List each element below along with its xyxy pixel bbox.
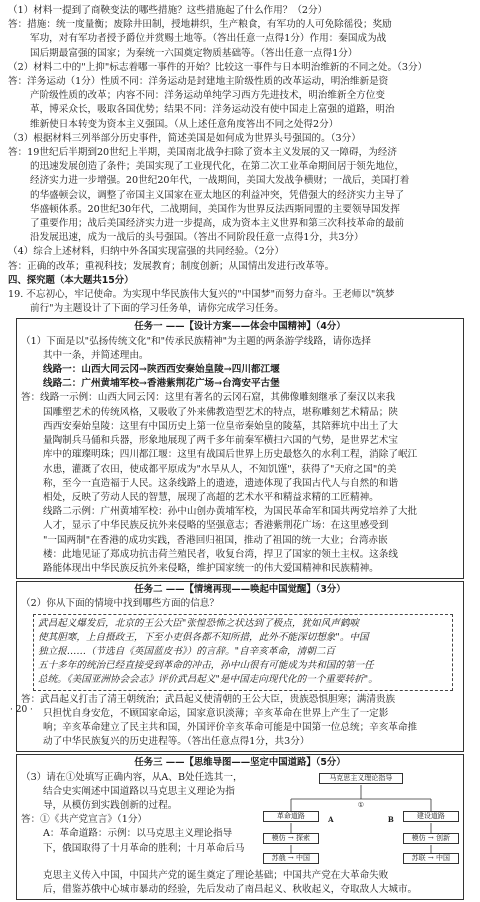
route-one: 线路一：山西大同云冈→陕西西安秦始皇陵→四川都江堰: [43, 364, 280, 376]
answer-line: 经济实力进一步增强。20世纪20年代，一战期间，美国大发战争横财；一战后，美国打着: [30, 175, 410, 187]
answer-line: 库中的璀璨明珠；四川都江堰：这里有战国后世界上历史最悠久的水利工程，消除了岷江: [43, 449, 418, 461]
answer-line: 下，俄国取得了十月革命的胜利；十月革命后马: [43, 842, 245, 854]
answer-page: [8, 4, 474, 902]
task-line: （1）下面是以"弘扬传统文化"和"传承民族精神"为主题的两条游学线路，请你选择: [21, 335, 371, 347]
answer-line: 答：洋务运动（1分）性质不同：洋务运动是封建地主阶级性质的改革运动，明治维新是资: [8, 76, 389, 88]
answer-line: 国雕塑艺术的传统风格，又吸收了外来佛教造型艺术的特点，堪称雕刻艺术精品；陕: [43, 406, 398, 418]
mind-map-box: 苏俄 → 中国: [263, 853, 319, 864]
task-three-body: [21, 771, 459, 869]
mind-map-label-a: A: [325, 815, 337, 824]
answer-line: 路能体现出中华民族反抗外来侵略，维护国家统一的伟大爱国精神和民族精神。: [43, 562, 379, 574]
answer-line: 水患，灌溉了农田，使成都平原成为"水旱从人，不知饥馑"，获得了"天府之国"的美: [43, 463, 397, 475]
mind-map-branch-b: 建设道路: [403, 811, 459, 822]
source-quote: [33, 614, 453, 691]
answer-line: 了重要作用；战后美国经济实力进一步提高，成为资本主义世界和第三次科技革命的最前: [30, 218, 405, 230]
section-title: 四、探究题（本大题共15分）: [8, 274, 134, 286]
answers-top: [8, 4, 474, 274]
quote-line: 武昌起义爆发后，北京的王公大臣"张惶恐怖之状达到了极点，犹如风声鹤唳: [38, 617, 360, 629]
answer-line: 沿发展迅速，成为一战后的头号强国。（答出不同阶段任意一点得1分，共3分）: [30, 232, 364, 244]
task-three-box: [16, 754, 464, 900]
answer-line: 答：19世纪后半期到20世纪上半期，美国南北战争扫除了资本主义发展的又一障碍，为经济: [8, 147, 397, 159]
page-number: · 20 ·: [10, 705, 33, 715]
answer-line: 革，博采众长，吸取各国优势；结果不同：洋务运动没有使中国走上富强的道路，明治: [30, 104, 395, 116]
task-two-box: [16, 581, 464, 752]
mind-map-box: 模仿 → 探索: [263, 833, 319, 844]
quote-line: 总统。《美国亚洲协会会志》评价武昌起义"是中国走向现代化的一个重要转折"。: [38, 674, 378, 686]
answer-line: 答：线路一示例：山西大同云冈：这里有著名的云冈石窟，其佛像雕刻继承了秦汉以来我: [21, 392, 396, 404]
mind-map-blank-one: ①: [353, 801, 369, 810]
answer-line: 称，至今一直造福于人民。这条线路上的遗迹，遗迹体现了我国古代人与自然的和谐: [43, 477, 398, 489]
task-line: （2）你从下面的情境中找到哪些方面的信息？: [21, 598, 219, 610]
task-three-text: [21, 771, 255, 869]
answer-line: 答：措施：统一度量衡；废除井田制，授地耕织，生产粮食，有军功的人可免除徭役；奖励: [8, 19, 392, 31]
question-line: （2）材料二中的"上抑"标志着哪一事件的开始？比较这一事件与日本明治维新的不同之处。（3分）: [8, 61, 428, 73]
task-one-box: [16, 318, 464, 579]
task-one-title: 任务一 ——【设计方案——体会中国精神】（4分）: [134, 321, 346, 333]
task-line: 其中一条，并简述理由。: [43, 349, 149, 361]
question-19-stem: 前行"为主题设计了下面的学习任务单，请你完成学习任务。: [30, 303, 284, 315]
answer-line: 后，借鉴苏俄中心城市暴动的经验，先后发动了南昌起义、秋收起义，夺取敌人大城市。: [43, 883, 418, 895]
quote-line: 使其胆寒，上自摄政王，下至小吏俱各都不知所措，此外不能深切想象"。中国: [38, 631, 369, 643]
answer-line: 克思主义传入中国，中国共产党的诞生奠定了理论基础；中国共产党在大革命失败: [43, 869, 389, 881]
mind-map-box: 苏联 → 中国: [403, 853, 459, 864]
answer-line: 量陶制兵马俑和兵器，形象地展现了两千多年前秦军横扫六国的气势，是世界艺术宝: [43, 435, 398, 447]
question-line: （3）根据材料三列举部分历史事件，简述美国是如何成为世界头号强国的。（3分）: [8, 132, 361, 144]
mind-map-center: 马克思主义理论指导: [319, 773, 403, 784]
task-line: 结合史实阐述中国道路以马克思主义理论为指: [43, 785, 235, 797]
mind-map-diagram: [261, 771, 459, 869]
question-line: （1）材料一提到了商鞅变法的哪些措施？这些措施起了什么作用？（2分）: [8, 5, 328, 16]
answer-line: 相处，反映了劳动人民的智慧，展现了高超的艺术水平和精益求精的工匠精神。: [43, 491, 379, 503]
answer-line: 的华盛顿会议，调整了帝国主义国家在亚太地区的利益冲突，凭借强大的经济实力主导了: [30, 189, 405, 201]
task-two-title: 任务二 ——【情境再现——唤起中国觉醒】（3分）: [134, 584, 346, 596]
answer-line: 华盛顿体系。20世纪30年代，二战期间，美国作为世界反法西斯同盟的主要领导国发挥: [30, 203, 400, 215]
task-line: （3）请在①处填写正确内容，从A、B处任选其一，: [21, 771, 243, 783]
answer-line: 线路二示例：广州黄埔军校：孙中山创办黄埔军校，为国民革命军和国共两党培养了大批: [43, 506, 418, 518]
answer-line: 维新使日本转变为资本主义强国。（从上述任意角度答出不同之处得2分）: [30, 118, 339, 130]
route-two: 线路二：广州黄埔军校→香港紫荆花广场→台湾安平古堡: [43, 378, 280, 390]
answer-line: 国后期最富强的国家；为秦统一六国奠定物质基础等。（答出任意一点得1分）: [30, 47, 358, 59]
answer-line: 楼：此地见证了郑成功抗击荷兰殖民者，收复台湾，捍卫了国家的领土主权。这条线: [43, 548, 398, 560]
answer-line: 响；辛亥革命建立了民主共和国，外国评价辛亥革命可能是中国第一位总统；辛亥革命推: [43, 721, 418, 733]
answer-line: A：革命道路：示例：以马克思主义理论指导: [43, 828, 233, 840]
task-three-title: 任务三 ——【思维导图——坚定中国道路】（5分）: [134, 757, 346, 769]
answer-line: 产阶级性质的改革；内容不同：洋务运动单纯学习西方先进技术，明治维新全方位变: [30, 90, 385, 102]
answer-line: 的迅速发展创造了条件；美国实现了工业现代化，在第二次工业革命期间居于领先地位，: [30, 161, 405, 173]
answer-line: 答：武昌起义打击了清王朝统治；武昌起义使清朝的王公大臣，贵族恐惧胆寒；满清贵族: [21, 693, 396, 705]
mind-map-branch-a: 革命道路: [263, 811, 319, 822]
quote-line: 五十多年的统治已经直接受到革命的冲击，孙中山很有可能成为共和国的第一任: [38, 660, 374, 672]
answer-line: 动了中华民族复兴的历史进程等。（答出任意点得1分，共3分）: [43, 736, 310, 748]
answer-line: 只担忧自身安危，不顾国家命运，国家意识淡薄；辛亥革命在世界上产生了一定影: [43, 707, 389, 719]
quote-line: 独立报……（节选自《英国蓝皮书》）的言辞。"自辛亥革命，清朝二百: [38, 645, 336, 657]
answer-line: "一国两制"在香港的成功实践，香港回归祖国，推动了祖国的统一大业；台湾赤嵌: [43, 534, 388, 546]
mind-map-label-b: B: [385, 815, 397, 824]
answer-line: 答：正确的改革；重视科技；发展教育；制度创新；从国情出发进行改革等。: [8, 260, 335, 272]
question-19-stem: 19. 不忘初心，牢记使命。为实现中华民族伟大复兴的"中国梦"而努力奋斗。王老师以"筑梦: [8, 289, 395, 301]
answer-line: 答：①《共产党宣言》（1分）: [21, 814, 148, 826]
task-line: 导，从模仿到实践创新的过程。: [43, 799, 178, 811]
answer-line: 人才，显示了中华民族反抗外来侵略的坚强意志；香港紫荆花广场：在这里感受到: [43, 520, 389, 532]
question-line: （4）综合上述材料，归纳中外各国实现富强的共同经验。（2分）: [8, 246, 285, 258]
answer-line: 军功，对有军功者授予爵位并赏赐土地等。（答出任意一点得1分）作用：秦国成为战: [30, 33, 387, 45]
mind-map-box: 模仿 → 创新: [403, 833, 459, 844]
answer-line: 西西安秦始皇陵：这里有中国历史上第一位皇帝秦始皇的陵墓，其陪葬坑中出土了大: [43, 420, 398, 432]
